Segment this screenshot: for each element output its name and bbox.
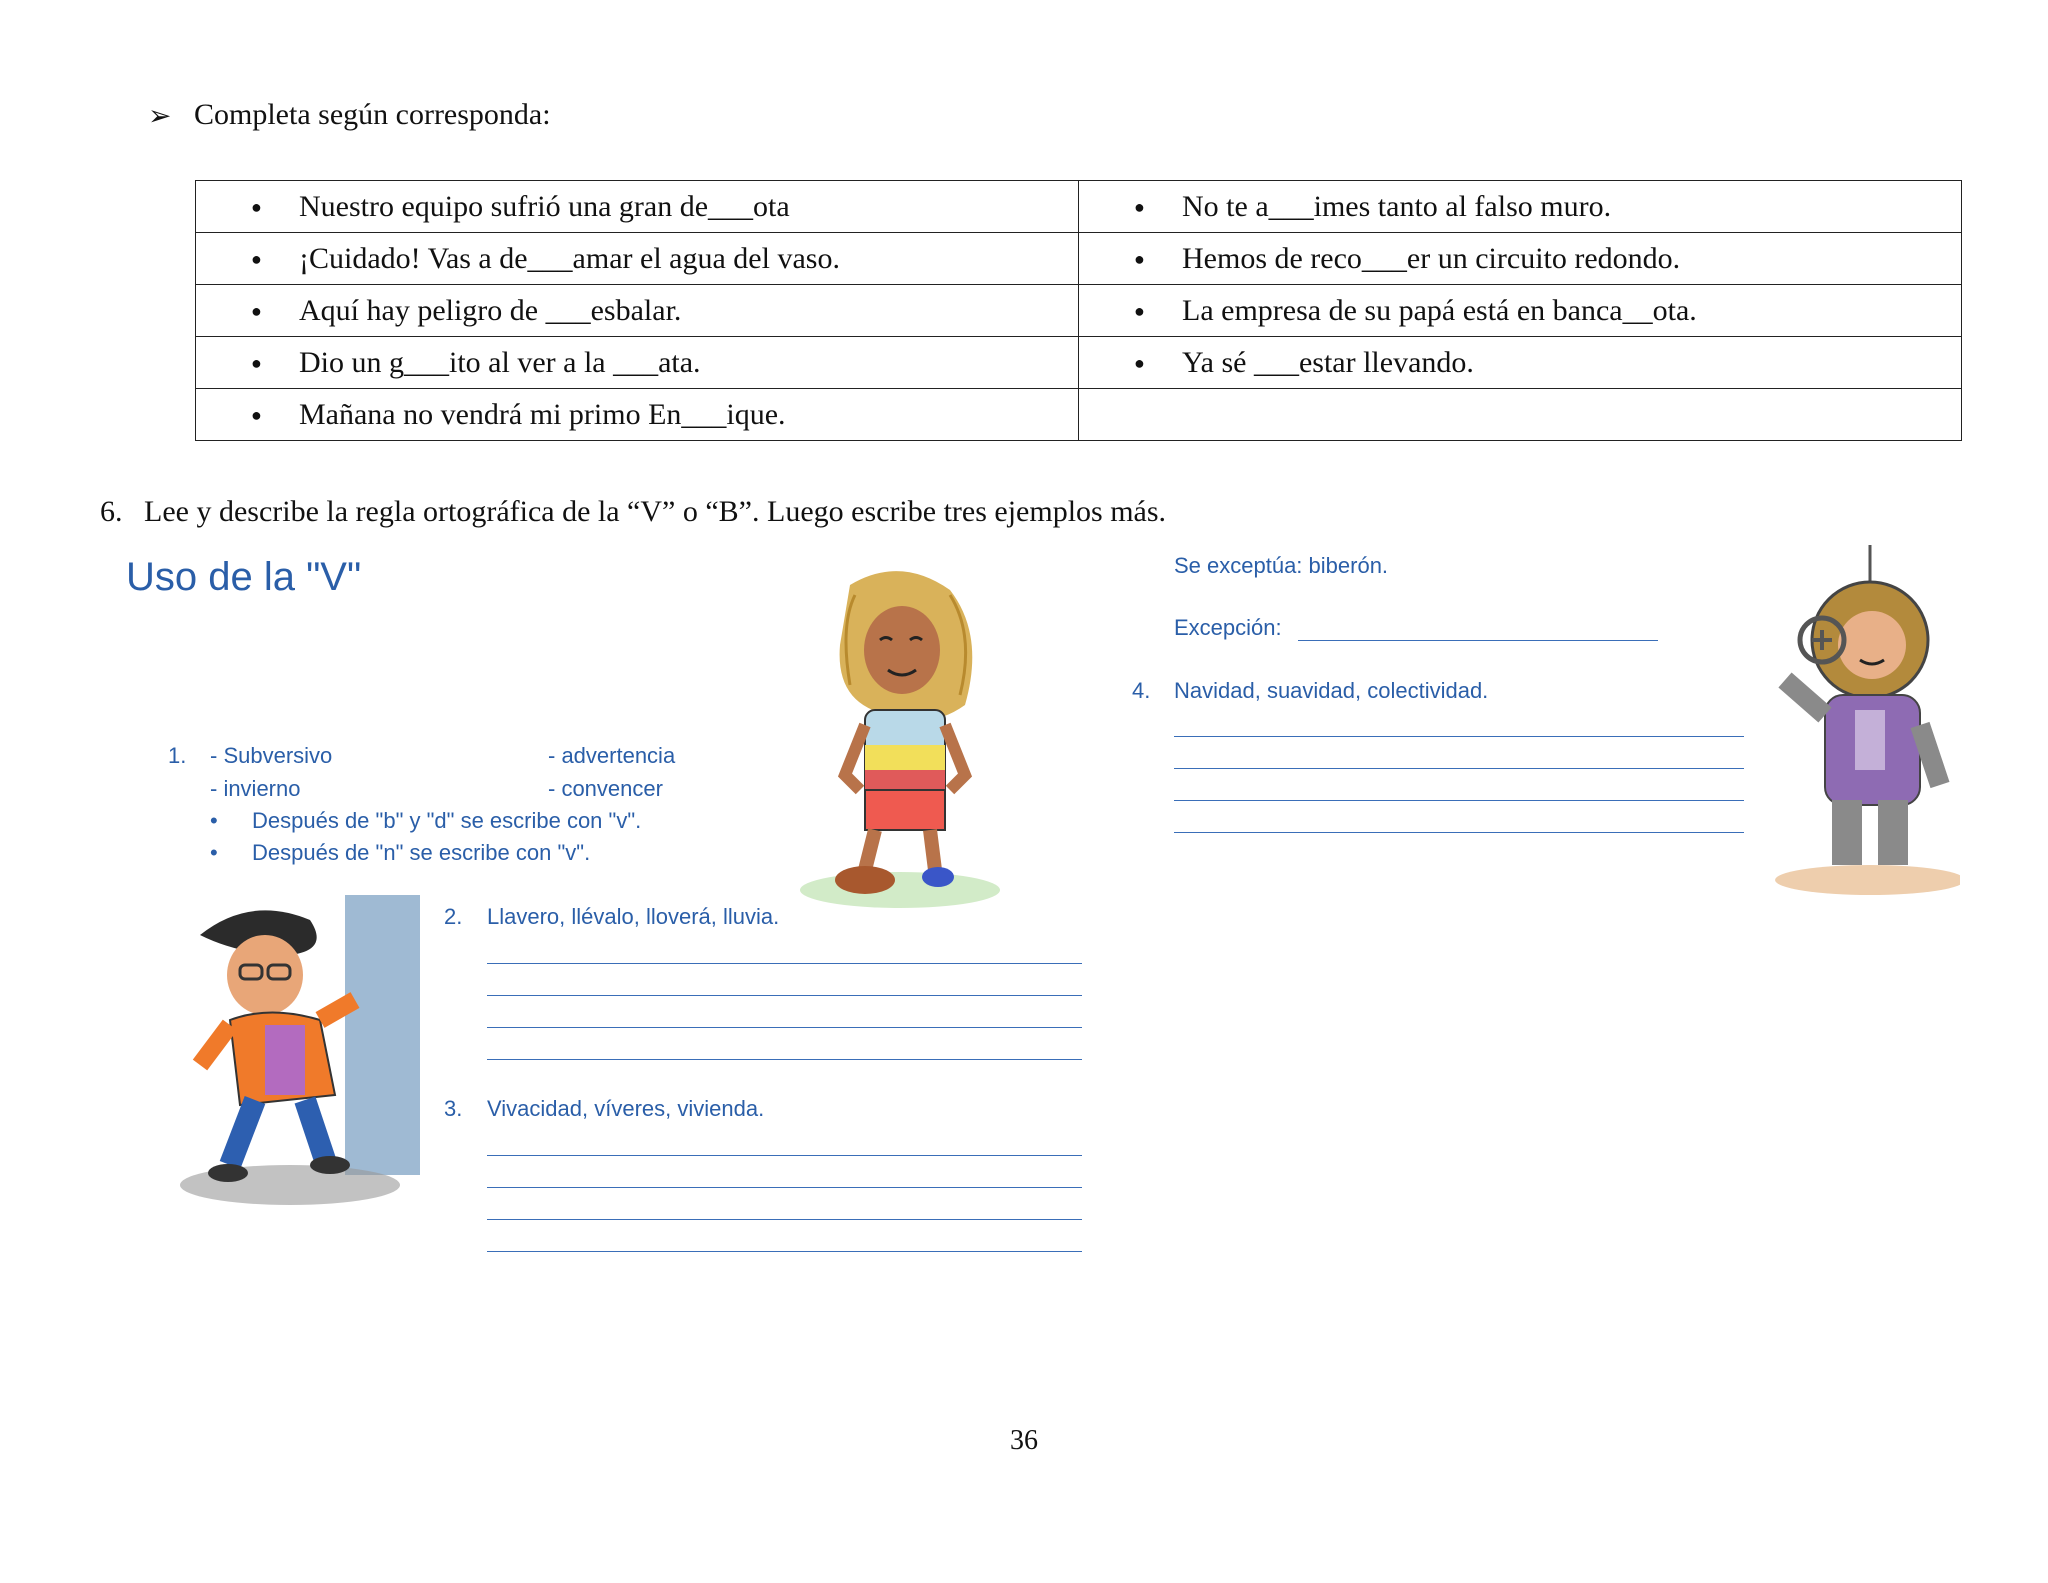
answer-line[interactable]: [1174, 768, 1744, 769]
bullet-icon: ●: [251, 249, 262, 270]
sentence: Nuestro equipo sufrió una gran de___ota: [299, 190, 790, 224]
sentence: Hemos de reco___er un circuito redondo.: [1182, 242, 1681, 276]
girl-illustration: [780, 565, 1010, 915]
sentence: ¡Cuidado! Vas a de___amar el agua del vaso.: [299, 242, 840, 276]
rule-bullet-2: [210, 840, 590, 866]
question-6: [100, 495, 1166, 529]
rule-text: Después de "b" y "d" se escribe con "v".: [252, 808, 642, 833]
answer-line[interactable]: [487, 1155, 1082, 1156]
exercise-table: [195, 180, 1962, 441]
table-row: [196, 389, 1962, 441]
sentence: Dio un g___ito al ver a la ___ata.: [299, 346, 701, 380]
bullet-icon: ●: [1134, 249, 1145, 270]
question-number: 6.: [100, 495, 123, 528]
table-cell: [196, 337, 1079, 389]
answer-line[interactable]: [487, 1027, 1082, 1028]
table-row: [196, 285, 1962, 337]
exception-answer-line[interactable]: [1298, 640, 1658, 641]
answer-line[interactable]: [1174, 832, 1744, 833]
exception-label: Excepción:: [1174, 615, 1282, 640]
table-cell: [1079, 181, 1962, 233]
instruction: [148, 98, 551, 132]
sentence: Aquí hay peligro de ___esbalar.: [299, 294, 682, 328]
item-4-text: Navidad, suavidad, colectividad.: [1174, 678, 1489, 703]
bullet-icon: ●: [1134, 301, 1145, 322]
answer-line[interactable]: [487, 1251, 1082, 1252]
answer-line[interactable]: [1174, 736, 1744, 737]
answer-line[interactable]: [487, 1059, 1082, 1060]
table-cell: [196, 181, 1079, 233]
bullet-icon: ●: [1134, 353, 1145, 374]
rule-text: Después de "n" se escribe con "v".: [252, 840, 591, 865]
table-cell: [1079, 285, 1962, 337]
rules-title: Uso de la "V": [126, 555, 362, 599]
item-3-text: Vivacidad, víveres, vivienda.: [487, 1096, 765, 1121]
item-2-text: Llavero, llévalo, lloverá, lluvia.: [487, 904, 780, 929]
bullet-icon: ●: [1134, 197, 1145, 218]
answer-line[interactable]: [1174, 800, 1744, 801]
sentence: La empresa de su papá está en banca__ota.: [1182, 294, 1697, 328]
bullet-icon: ●: [251, 301, 262, 322]
sentence: Ya sé ___estar llevando.: [1182, 346, 1474, 380]
answer-line[interactable]: [487, 995, 1082, 996]
bullet-icon: •: [210, 840, 218, 865]
sentence: No te a___imes tanto al falso muro.: [1182, 190, 1612, 224]
bullet-icon: ●: [251, 405, 262, 426]
answer-line[interactable]: [487, 963, 1082, 964]
word-invierno: - invierno: [210, 776, 301, 801]
bullet-icon: ●: [251, 353, 262, 374]
exception-note: Se exceptúa: biberón.: [1174, 553, 1389, 578]
boy-illustration: [170, 895, 430, 1215]
answer-line[interactable]: [487, 1187, 1082, 1188]
instruction-text: Completa según corresponda:: [194, 98, 551, 131]
bullet-icon: •: [210, 808, 218, 833]
question-text: Lee y describe la regla ortográfica de la “V” o “B”. Luego escribe tres ejemplos más.: [144, 495, 1167, 528]
item-4-number: 4.: [1132, 678, 1151, 703]
table-cell: [1079, 233, 1962, 285]
table-row: [196, 337, 1962, 389]
table-row: [196, 181, 1962, 233]
bullet-icon: ●: [251, 197, 262, 218]
table-cell: [196, 233, 1079, 285]
word-convencer: - convencer: [548, 776, 663, 801]
rule-bullet-1: [210, 808, 641, 834]
sentence: Mañana no vendrá mi primo En___ique.: [299, 398, 786, 432]
table-cell: [196, 389, 1079, 441]
table-cell: [196, 285, 1079, 337]
word-advertencia: - advertencia: [548, 743, 676, 768]
table-cell-empty: [1079, 389, 1962, 441]
item-1-number: 1.: [168, 743, 187, 768]
arrow-bullet-icon: ➢: [148, 98, 172, 132]
diver-illustration: [1760, 545, 1960, 900]
page-number: 36: [1010, 1425, 1038, 1456]
answer-line[interactable]: [487, 1219, 1082, 1220]
table-row: [196, 233, 1962, 285]
item-2-number: 2.: [444, 904, 463, 929]
table-cell: [1079, 337, 1962, 389]
word-subversivo: - Subversivo: [210, 743, 333, 768]
item-3-number: 3.: [444, 1096, 463, 1121]
